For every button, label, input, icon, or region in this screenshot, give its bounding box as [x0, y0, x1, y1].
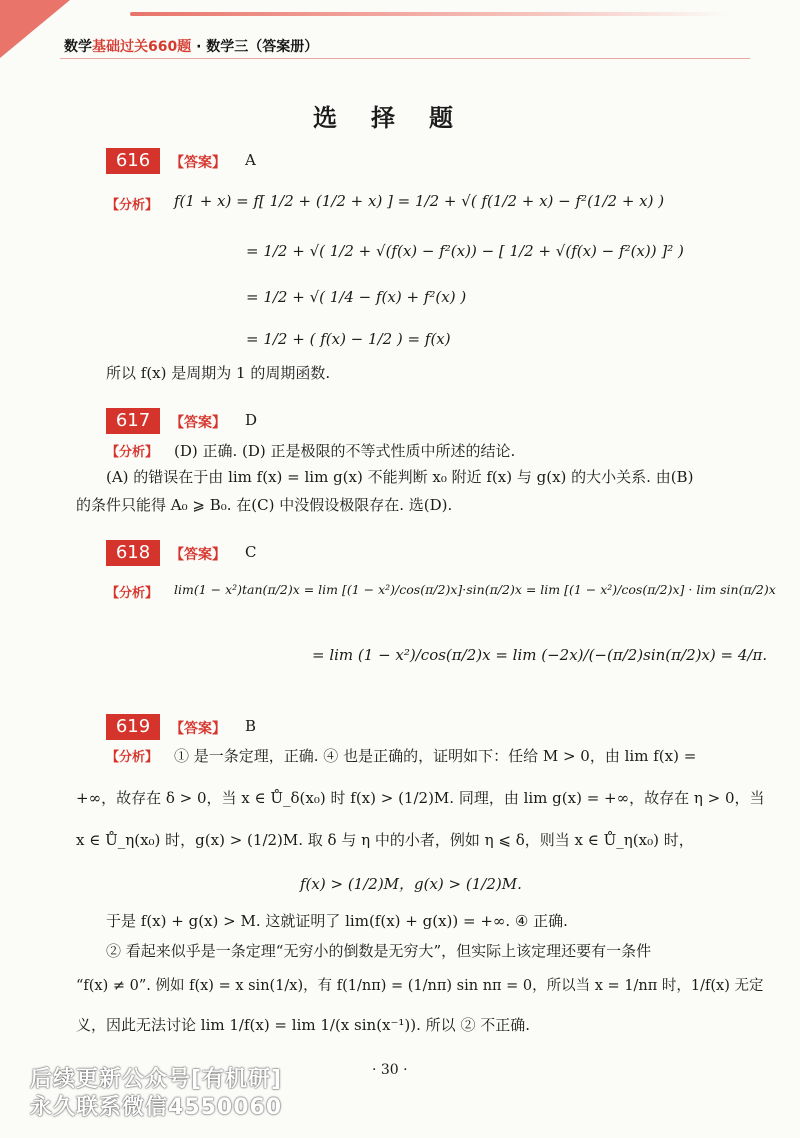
question-number-616: 616 — [106, 148, 160, 174]
book-title-part3: · 数学三（答案册） — [191, 39, 319, 55]
header-corner-decoration — [0, 0, 70, 58]
analysis-label-616: 【分析】 — [106, 198, 159, 213]
book-title-part2: 基础过关660题 — [92, 39, 192, 55]
book-title — [64, 36, 318, 56]
page-number: · 30 · — [372, 1062, 408, 1078]
analysis-label-618: 【分析】 — [106, 586, 159, 601]
q616-formula-line2: = 1/2 + √( 1/2 + √(f(x) − f²(x)) − [ 1/2 + √(f(x) − f²(x)) ]² ) — [246, 242, 684, 260]
q619-line5: 于是 f(x) + g(x) > M. 这就证明了 lim(f(x) + g(x)) = +∞. ④ 正确. — [106, 912, 568, 930]
question-number-619: 619 — [106, 714, 160, 740]
q618-formula-line2: = lim (1 − x²)/cos(π/2)x = lim (−2x)/(−(π/2)sin(π/2)x) = 4/π. — [312, 646, 768, 664]
q619-line3: x ∈ Ů_η(x₀) 时，g(x) > (1/2)M. 取 δ 与 η 中的小者，例如 η ⩽ δ，则当 x ∈ Ů_η(x₀) 时， — [76, 831, 694, 849]
q619-line6: ② 看起来似乎是一条定理“无穷小的倒数是无穷大”，但实际上该定理还要有一条件 — [106, 942, 652, 960]
q619-line2: +∞，故存在 δ > 0，当 x ∈ Ů_δ(x₀) 时 f(x) > (1/2)M. 同理，由 lim g(x) = +∞，故存在 η > 0，当 — [76, 789, 765, 807]
answer-label-618: 【答案】 — [170, 547, 226, 563]
q616-formula-line3: = 1/2 + √( 1/4 − f(x) + f²(x) ) — [246, 288, 467, 306]
watermark-line2: 永久联系微信4550060 — [30, 1095, 283, 1120]
answer-label-619: 【答案】 — [170, 721, 226, 737]
question-number-617: 617 — [106, 408, 160, 434]
watermark-line1: 后续更新公众号[有机研] — [30, 1067, 283, 1092]
q619-line8: 义，因此无法讨论 lim 1/f(x) = lim 1/(x sin(x⁻¹)). 所以 ② 不正确. — [76, 1016, 530, 1034]
answer-value-616: A — [245, 151, 256, 169]
answer-value-618: C — [245, 543, 257, 561]
answer-label-616: 【答案】 — [170, 155, 226, 171]
q617-line1: (D) 正确. (D) 正是极限的不等式性质中所述的结论. — [174, 442, 516, 460]
q619-line7: “f(x) ≠ 0”. 例如 f(x) = x sin(1/x)，有 f(1/nπ) = (1/nπ) sin nπ = 0，所以当 x = 1/nπ 时，1/f(x) 无定 — [76, 978, 764, 994]
answer-value-619: B — [245, 717, 257, 735]
header-band — [0, 0, 800, 60]
header-rule — [60, 58, 750, 59]
q616-formula-line1: f(1 + x) = f[ 1/2 + (1/2 + x) ] = 1/2 + √( f(1/2 + x) − f²(1/2 + x) ) — [174, 192, 665, 210]
analysis-label-617: 【分析】 — [106, 445, 159, 460]
answer-value-617: D — [245, 411, 258, 429]
analysis-label-619: 【分析】 — [106, 750, 159, 765]
q616-formula-line4: = 1/2 + ( f(x) − 1/2 ) = f(x) — [246, 330, 451, 348]
section-title: 选择题 — [313, 103, 487, 132]
q617-line3: 的条件只能得 A₀ ⩾ B₀. 在(C) 中没假设极限存在. 选(D). — [76, 496, 453, 514]
header-decorative-line — [130, 12, 730, 16]
q617-line2: (A) 的错误在于由 lim f(x) = lim g(x) 不能判断 x₀ 附近 f(x) 与 g(x) 的大小关系. 由(B) — [106, 468, 694, 486]
q616-conclusion: 所以 f(x) 是周期为 1 的周期函数. — [106, 364, 331, 382]
answer-label-617: 【答案】 — [170, 415, 226, 431]
q619-line4: f(x) > (1/2)M，g(x) > (1/2)M. — [300, 875, 522, 893]
q618-formula-line1: lim(1 − x²)tan(π/2)x = lim [(1 − x²)/cos(π/2)x]·sin(π/2)x = lim [(1 − x²)/cos(π/2)x] · lim sin(π/2)x — [174, 582, 776, 597]
book-title-part1: 数学 — [64, 39, 92, 55]
question-number-618: 618 — [106, 540, 160, 566]
q619-line1: ① 是一条定理，正确. ④ 也是正确的，证明如下：任给 M > 0，由 lim f(x) = — [174, 747, 697, 765]
